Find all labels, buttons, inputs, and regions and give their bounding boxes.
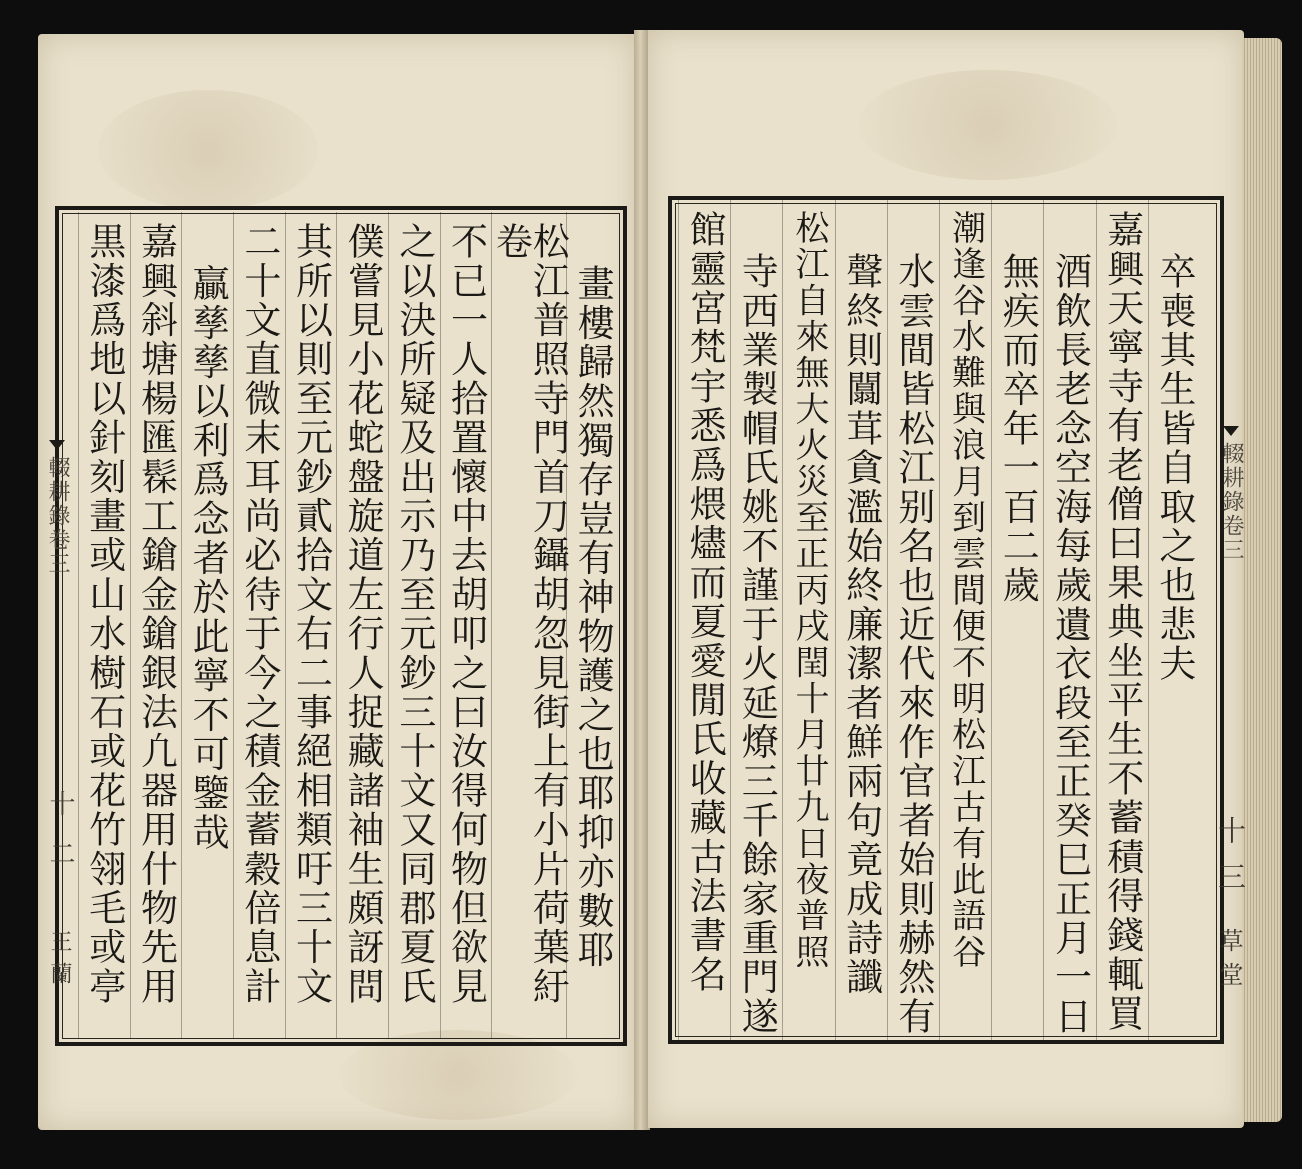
left-fold-title xyxy=(42,440,73,576)
fishtail-mark-icon xyxy=(49,440,65,450)
right-leaf-number: 十三 xyxy=(1214,816,1247,908)
text-column: 潮逢谷水難與浪月到雲間便不明松江古有此語谷 xyxy=(939,200,991,1040)
text-column: 不已一人拾置懷中去胡叩之曰汝得何物但欲見 xyxy=(440,212,492,1038)
left-fold-title-text: 輟耕錄卷三 xyxy=(45,456,70,576)
page-fore-edge xyxy=(1242,38,1282,1122)
right-fold-title xyxy=(1216,426,1247,562)
text-column: 聲終則闒茸貪濫始終廉潔者鮮兩句竟成詩讖 xyxy=(835,200,887,1040)
text-column: 卒喪其生皆自取之也悲夫 xyxy=(1148,200,1200,1040)
text-column: 寺西業製帽氏姚不謹于火延燎三千餘家重門遂 xyxy=(730,200,782,1040)
text-column: 黒漆爲地以針刻畫或山水樹石或花竹翎毛或亭 xyxy=(78,212,130,1038)
left-leaf-number: 十二 xyxy=(45,790,75,890)
text-column: 嘉興天寧寺有老僧曰果典坐平生不蓄積得錢輒買 xyxy=(1096,200,1148,1040)
text-column: 館靈宮梵宇悉爲煨燼而夏愛閒氏收藏古法書名 xyxy=(678,200,730,1040)
text-column: 其所以則至元鈔貳拾文右二事絕相類吁三十文 xyxy=(285,212,337,1038)
text-column: 酒飲長老念空海每歲遺衣段至正癸巳正月一日 xyxy=(1043,200,1095,1040)
text-column: 無疾而卒年一百二歲 xyxy=(991,200,1043,1040)
text-column: 二十文直微末耳尚必待于今之積金蓄穀倍息計 xyxy=(233,212,285,1038)
text-column: 畫樓歸然獨存豈有神物護之也耶抑亦數耶 xyxy=(566,212,618,1038)
right-hall-name: 草堂 xyxy=(1215,928,1243,996)
right-fold-title-text: 輟耕錄卷三 xyxy=(1219,442,1244,562)
text-column: 僕嘗見小花蛇盤旋道左行人捉藏諸袖生頗訝問 xyxy=(336,212,388,1038)
text-column: 之以決所疑及出示乃至元鈔三十文又同郡夏氏 xyxy=(388,212,440,1038)
left-carver-name: 王蘭 xyxy=(47,930,72,994)
right-text-block xyxy=(678,200,1200,1040)
text-column: 松江自來無大火災至正丙戌閏十月廿九日夜普照 xyxy=(782,200,834,1040)
text-column: 贏孳孳以利爲念者於此寧不可鑒哉 xyxy=(181,212,233,1038)
text-column: 松江普照寺門首刀鑷胡忽見街上有小片荷葉紆卷 xyxy=(491,212,566,1038)
open-book xyxy=(38,30,1278,1130)
text-column: 水雲間皆松江别名也近代來作官者始則赫然有 xyxy=(887,200,939,1040)
fishtail-mark-icon xyxy=(1223,426,1239,436)
text-column: 嘉興斜塘楊匯髹工鎗金鎗銀法凢器用什物先用 xyxy=(130,212,182,1038)
left-text-block xyxy=(78,212,618,1038)
